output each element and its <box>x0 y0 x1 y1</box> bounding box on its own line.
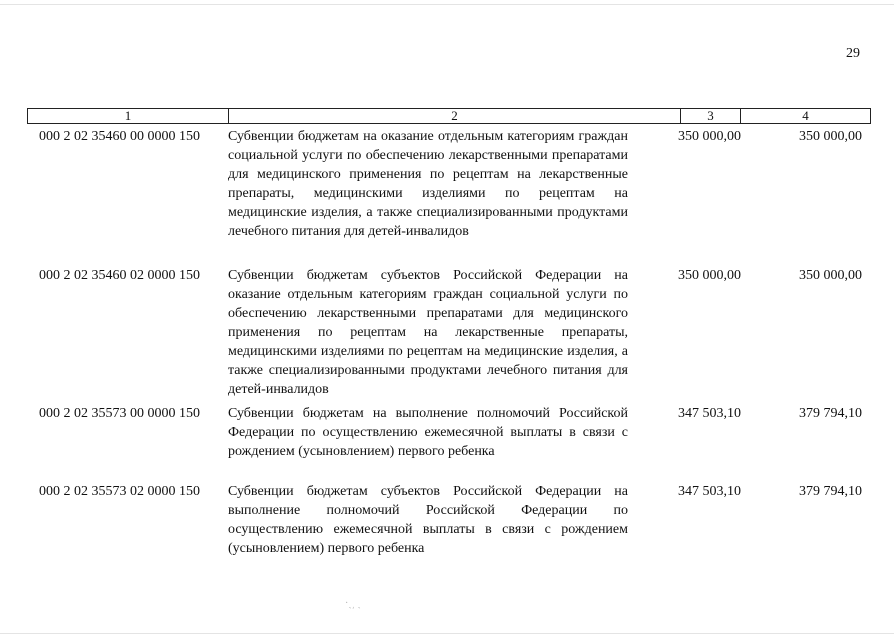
page-number: 29 <box>846 46 860 61</box>
amount-column-3: 350 000,00 <box>678 268 741 283</box>
budget-code: 000 2 02 35460 00 0000 150 <box>39 129 200 144</box>
budget-code: 000 2 02 35573 00 0000 150 <box>39 406 200 421</box>
amount-column-3: 347 503,10 <box>678 484 741 499</box>
column-header-3: 3 <box>680 109 740 123</box>
amount-column-3: 350 000,00 <box>678 129 741 144</box>
amount-column-4: 379 794,10 <box>799 484 862 499</box>
scan-edge-bottom <box>0 633 894 634</box>
column-header-4: 4 <box>740 109 870 123</box>
column-header-2: 2 <box>228 109 680 123</box>
table-header-row <box>27 108 871 124</box>
budget-code: 000 2 02 35460 02 0000 150 <box>39 268 200 283</box>
amount-column-3: 347 503,10 <box>678 406 741 421</box>
amount-column-4: 379 794,10 <box>799 406 862 421</box>
scan-edge-top <box>0 4 894 5</box>
amount-column-4: 350 000,00 <box>799 268 862 283</box>
row-description: Субвенции бюджетам субъектов Российской Федерации на выполнение полномочий Российской Федерации по осуществлению ежемесячной выплаты в связи с рождением (усыновлением) первого ребенка <box>228 484 628 556</box>
amount-column-4: 350 000,00 <box>799 129 862 144</box>
budget-code: 000 2 02 35573 02 0000 150 <box>39 484 200 499</box>
column-header-1: 1 <box>124 108 132 123</box>
row-description: Субвенции бюджетам на оказание отдельным категориям граждан социальной услуги по обеспечению лекарственными препаратами для медицинского применения по рецептам на лекарственные препараты, медицинскими изделиями по рецептам на медицинские изделия, а также специализированными продуктами лечебного питания для детей-инвалидов <box>228 129 628 239</box>
row-description: Субвенции бюджетам на выполнение полномочий Российской Федерации по осуществлению ежемесячной выплаты в связи с рождением (усыновлением) первого ребенка <box>228 406 628 459</box>
row-description: Субвенции бюджетам субъектов Российской Федерации на оказание отдельным категориям граждан социальной услуги по обеспечению лекарственными препаратами для медицинского применения по рецептам на лекарственные препараты, медицинскими изделиями по рецептам на медицинские изделия, а также специализированными продуктами лечебного питания для детей-инвалидов <box>228 268 628 397</box>
scan-smudge-mark: ·ˎ͵ ˎ <box>345 598 361 609</box>
